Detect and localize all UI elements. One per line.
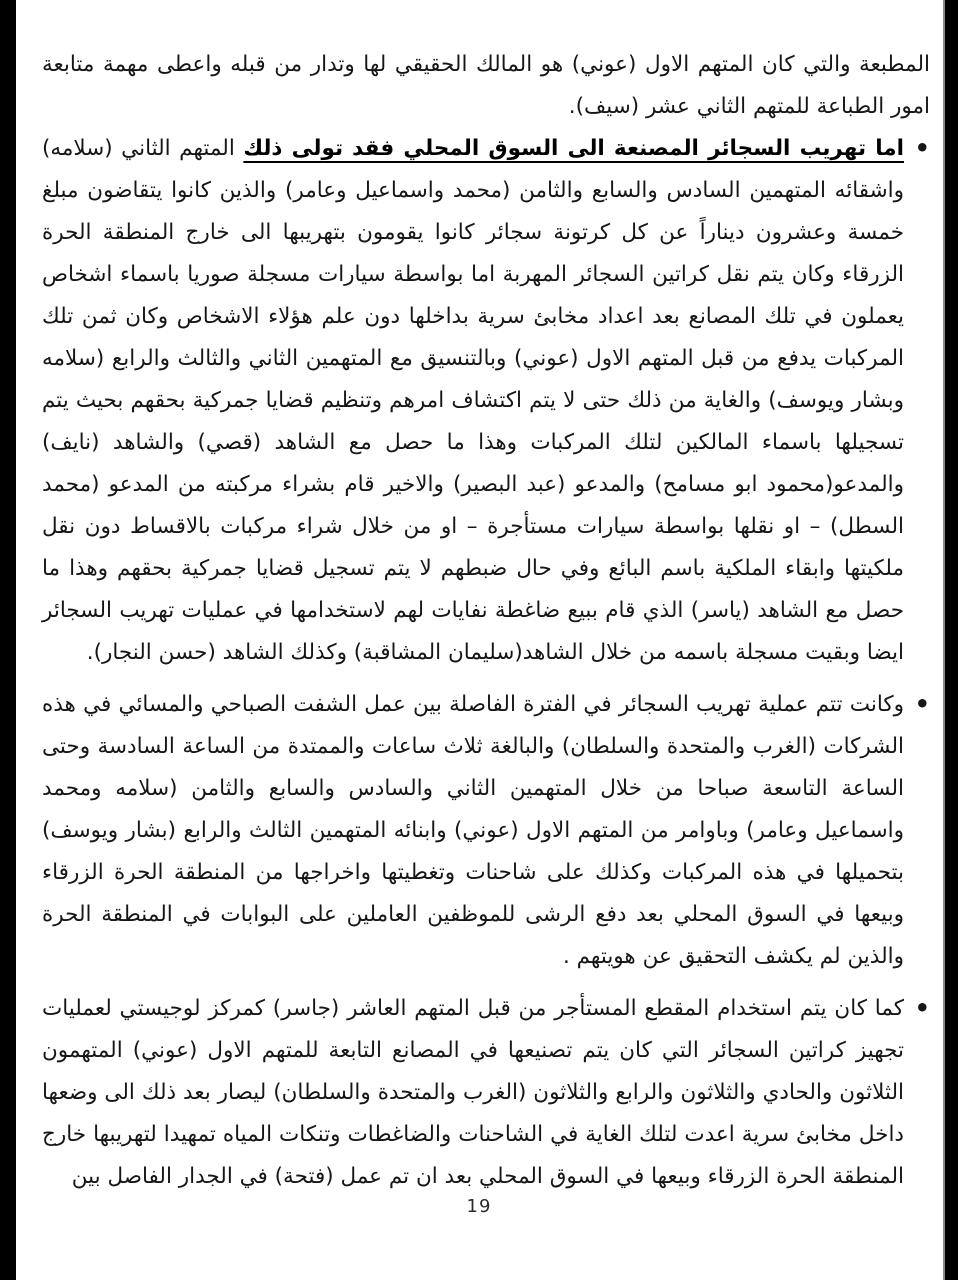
bullet-text: المتهم الثاني (سلامه) واشقائه المتهمين السادس والسابع والثامن (محمد واسماعيل وعامر) والذين كانوا يتقاضون مبلغ خمسة وعشرون ديناراً عن كل كرتونة سجائر كانوا يقومون بتهريبها الى خارج المنطقة الحرة الزرقاء وكان يتم نقل كراتين السجائر المهربة اما بواسطة سيارات مسجلة صوريا باسماء اشخاص يعملون في تلك المصانع بعد اعداد مخابئ سرية بداخلها دون علم هؤلاء الاشخاص وكان ثمن تلك المركبات يدفع من قبل المتهم الاول (عوني) وبالتنسيق مع المتهمين الثاني والثالث والرابع (سلامه وبشار ويوسف) والغاية من ذلك حتى لا يتم اكتشاف امرهم وتنظيم قضايا جمركية بحقهم بحيث يتم تسجيلها باسماء المالكين لتلك المركبات وهذا ما حصل مع الشاهد (قصي) والشاهد (نايف) والمدعو(محمود ابو مسامح) والمدعو (عبد البصير) والاخير قام بشراء مركبته من المدعو (محمد السطل) – او نقلها بواسطة سيارات مستأجرة – او من خلال شراء مركبات بالاقساط دون نقل ملكيتها وابقاء الملكية باسم البائع وفي حال ضبطهم لا يتم تسجيل قضايا جمركية بحقهم وهذا ما حصل مع الشاهد (ياسر) الذي قام ببيع ضاغطة نفايات لهم لاستخدامها في عمليات تهريب السجائر ايضا وبقيت مسجلة باسمه من خلال الشاهد(سليمان المشاقبة) وكذلك الشاهد (حسن النجار). <box>42 136 904 665</box>
bullet-text: وكانت تتم عملية تهريب السجائر في الفترة الفاصلة بين عمل الشفت الصباحي والمسائي في هذه الشركات (الغرب والمتحدة والسلطان) والبالغة ثلاث ساعات والممتدة من الساعة السادسة وحتى الساعة التاسعة صباحا من خلال المتهمين الثاني والسادس والسابع والثامن (سلامه ومحمد واسماعيل وعامر) وباوامر من المتهم الاول (عوني) وابنائه المتهمين الثالث والرابع (بشار ويوسف) بتحميلها في هذه المركبات وكذلك على شاحنات وتغطيتها واخراجها من المنطقة الحرة الزرقاء وبيعها في السوق المحلي بعد دفع الرشى للموظفين العاملين على البوابات في المنطقة الحرة والذين لم يكشف التحقيق عن هويتهم . <box>42 692 904 969</box>
scan-edge-left-bar <box>0 0 16 1280</box>
intro-paragraph: المطبعة والتي كان المتهم الاول (عوني) هو المالك الحقيقي لها وتدار من قبله واعطى مهمة متابعة امور الطباعة للمتهم الثاني عشر (سيف). <box>42 52 930 119</box>
bullet-icon: • <box>914 690 930 718</box>
bullet-item-smuggling-local-market <box>42 128 930 674</box>
bullet-item-logistics-center <box>42 988 930 1198</box>
bullet-icon: • <box>914 134 930 162</box>
bullet-lead-underlined: اما تهريب السجائر المصنعة الى السوق المحلي فقد تولى ذلك <box>243 136 904 161</box>
bullet-item-shift-gap-operations <box>42 684 930 978</box>
bullet-icon: • <box>914 994 930 1022</box>
bullet-paragraph <box>42 988 904 1198</box>
bullet-paragraph <box>42 128 904 674</box>
scan-edge-right-bar <box>943 0 958 1280</box>
page-number: 19 <box>466 1196 492 1217</box>
bullet-paragraph <box>42 684 904 978</box>
bullet-text: كما كان يتم استخدام المقطع المستأجر من قبل المتهم العاشر (جاسر) كمركز لوجيستي لعمليات تجهيز كراتين السجائر التي كان يتم تصنيعها في المصانع التابعة للمتهم الاول (عوني) المتهمون الثلاثون والحادي والثلاثون والرابع والثلاثون (الغرب والمتحدة والسلطان) ليصار بعد ذلك الى وضعها داخل مخابئ سرية اعدت لتلك الغاية في الشاحنات والضاغطات وتنكات المياه تمهيدا لتهريبها خارج المنطقة الحرة الزرقاء وبيعها في السوق المحلي بعد ان تم عمل (فتحة) في الجدار الفاصل بين <box>42 996 904 1189</box>
document-page <box>42 44 930 1208</box>
